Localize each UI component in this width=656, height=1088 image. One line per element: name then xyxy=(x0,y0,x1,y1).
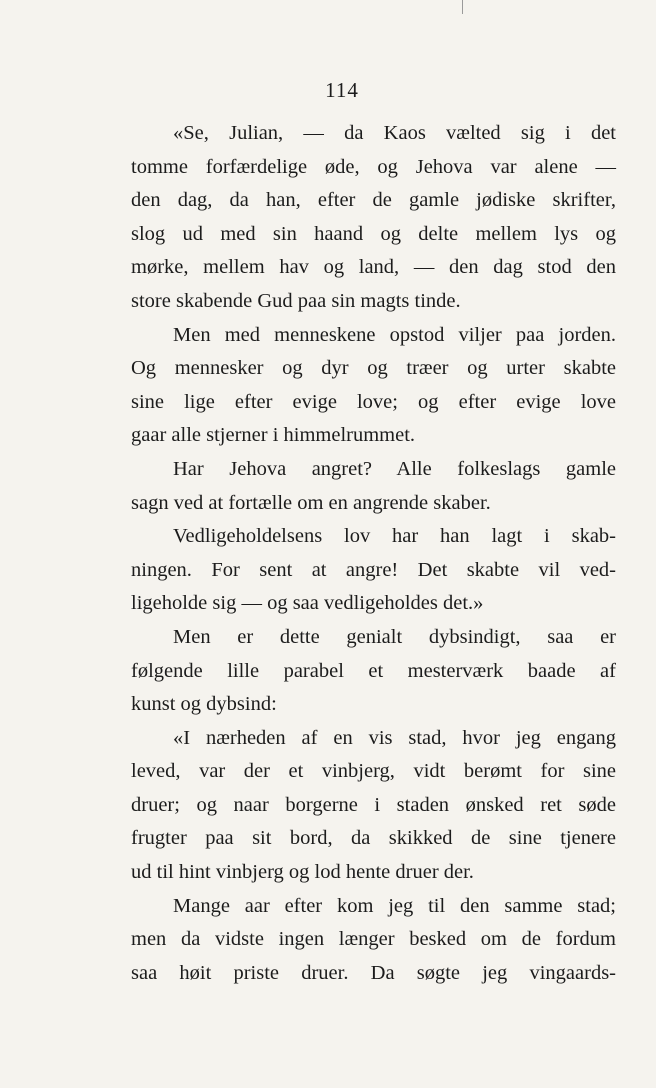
text-line: men da vidste ingen længer besked om de fordum xyxy=(131,928,616,951)
text-line: Har Jehova angret? Alle folkeslags gamle xyxy=(173,457,616,480)
text-line: «Se, Julian, — da Kaos vælted sig i det xyxy=(173,122,616,144)
text-line: gaar alle stjerner i himmelrummet. xyxy=(131,424,416,447)
text-line: Mange aar efter kom jeg til den samme stad; xyxy=(173,894,616,917)
text-line: Men med menneskene opstod viljer paa jorden. xyxy=(173,323,616,346)
text-line: mørke, mellem hav og land, — den dag stod den xyxy=(131,256,616,279)
text-line: store skabende Gud paa sin magts tinde. xyxy=(131,289,461,312)
text-line: Vedligeholdelsens lov har han lagt i skab- xyxy=(173,525,616,548)
text-line: ningen. For sent at angre! Det skabte vil ved- xyxy=(131,558,616,581)
text-line: følgende lille parabel et mesterværk baade af xyxy=(131,659,616,682)
body-text xyxy=(131,117,616,990)
text-line: «I nærheden af en vis stad, hvor jeg engang xyxy=(173,726,616,749)
scan-artifact xyxy=(462,0,463,14)
page-number: 114 xyxy=(325,78,359,102)
text-line: leved, var der et vinbjerg, vidt berømt for sine xyxy=(131,760,616,783)
text-line: tomme forfærdelige øde, og Jehova var alene — xyxy=(131,155,616,178)
text-line: frugter paa sit bord, da skikked de sine tjenere xyxy=(131,827,616,850)
text-line: Og mennesker og dyr og træer og urter skabte xyxy=(131,357,616,380)
text-line: saa høit priste druer. Da søgte jeg vingaards- xyxy=(131,961,616,984)
text-line: druer; og naar borgerne i staden ønsked ret søde xyxy=(131,793,616,816)
text-line: slog ud med sin haand og delte mellem lys og xyxy=(131,222,616,245)
text-line: ud til hint vinbjerg og lod hente druer der. xyxy=(131,861,474,884)
text-line: ligeholde sig — og saa vedligeholdes det.» xyxy=(131,592,484,615)
text-line: den dag, da han, efter de gamle jødiske skrifter, xyxy=(131,189,616,212)
text-line: sine lige efter evige love; og efter evige love xyxy=(131,390,616,413)
text-line: sagn ved at fortælle om en angrende skaber. xyxy=(131,491,491,514)
text-line: Men er dette genialt dybsindigt, saa er xyxy=(173,625,616,648)
text-line: kunst og dybsind: xyxy=(131,693,277,716)
